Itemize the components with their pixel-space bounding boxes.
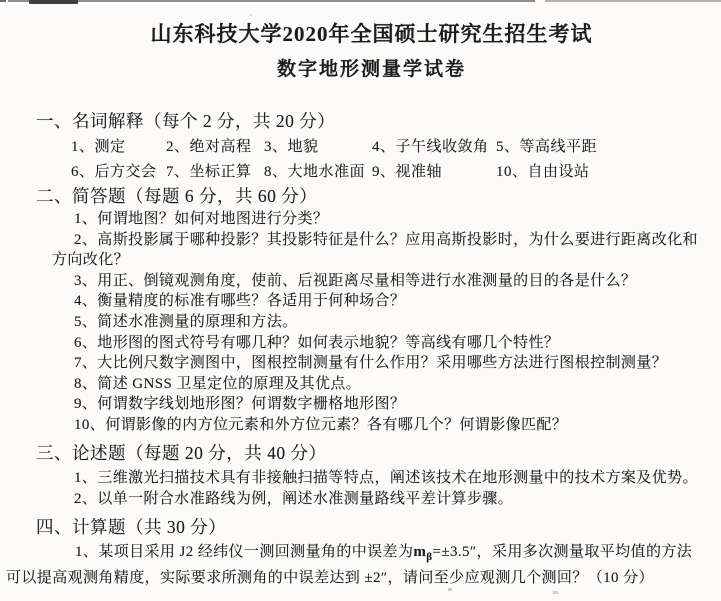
question: 7、大比例尺数字测图中，图根控制测量有什么作用？采用哪些方法进行图根控制测量？ xyxy=(74,355,668,372)
question-text-after: =±3.5″，采用多次测量取平均值的方法可以提高观测角精度，实际要求所测角的中误差达到 ±2″，请问至少应观测几个测回？（10 分） xyxy=(6,543,693,586)
term-item: 10、自由设站 xyxy=(496,163,590,180)
question: 8、简述 GNSS 卫星定位的原理及其优点。 xyxy=(74,375,362,392)
term-item: 4、子午线收敛角 xyxy=(372,139,489,155)
question: 1、三维激光扫描技术具有非接触扫描等特点，阐述该技术在地形测量中的技术方案及优势。 xyxy=(74,469,698,486)
term-list xyxy=(36,135,707,184)
page-subtitle: 数字地形测量学试卷 xyxy=(276,59,466,80)
question: 6、地形图的图式符号有哪几种？如何表示地貌？等高线有哪几个特性？ xyxy=(74,334,560,351)
question: 4、衡量精度的标准有哪些？各适用于何种场合？ xyxy=(74,293,406,310)
question: 9、何谓数字线划地形图？何谓数字栅格地形图？ xyxy=(74,396,406,413)
term-item: 1、测定 xyxy=(71,139,126,155)
term-item: 5、等高线平距 xyxy=(496,139,598,155)
section-2-questions xyxy=(36,209,707,436)
term-item: 9、视准轴 xyxy=(372,163,443,180)
question: 10、何谓影像的内方位元素和外方位元素？各有哪几个？何谓影像匹配？ xyxy=(74,416,568,433)
question-text-before: 1、某项目采用 J2 经纬仪一测回测量角的中误差为 xyxy=(75,543,414,560)
question: 5、简述水准测量的原理和方法。 xyxy=(74,313,298,330)
question: 2、以单一附合水准路线为例，阐述水准测量路线平差计算步骤。 xyxy=(74,491,514,508)
question: 2、高斯投影属于哪种投影？其投影特征是什么？应用高斯投影时，为什么要进行距离改化和方向改化？ xyxy=(52,231,698,269)
question-calculation xyxy=(6,542,707,589)
section-4-heading: 四、计算题（共 30 分） xyxy=(36,516,227,537)
section-2-heading: 二、简答题（每题 6 分，共 60 分） xyxy=(36,186,318,206)
section-3-questions xyxy=(36,468,707,511)
term-item: 7、坐标正算 xyxy=(166,163,252,180)
section-3-heading: 三、论述题（每题 20 分，共 40 分） xyxy=(36,442,327,463)
term-item: 8、大地水准面 xyxy=(264,163,366,180)
question: 3、用正、倒镜观测角度，使前、后视距离尽量相等进行水准测量的目的各是什么？ xyxy=(74,272,637,289)
page-title: 山东科技大学2020年全国硕士研究生招生考试 xyxy=(150,22,593,46)
section-1-heading: 一、名词解释（每个 2 分，共 20 分） xyxy=(36,111,336,131)
question: 1、何谓地图？如何对地图进行分类？ xyxy=(74,211,329,227)
error-symbol: $m_\beta$ xyxy=(413,543,433,563)
term-item: 2、绝对高程 xyxy=(166,139,252,155)
term-item: 6、后方交会 xyxy=(71,163,157,180)
scan-artifact-speck xyxy=(553,591,558,594)
term-item: 3、地貌 xyxy=(264,139,319,155)
